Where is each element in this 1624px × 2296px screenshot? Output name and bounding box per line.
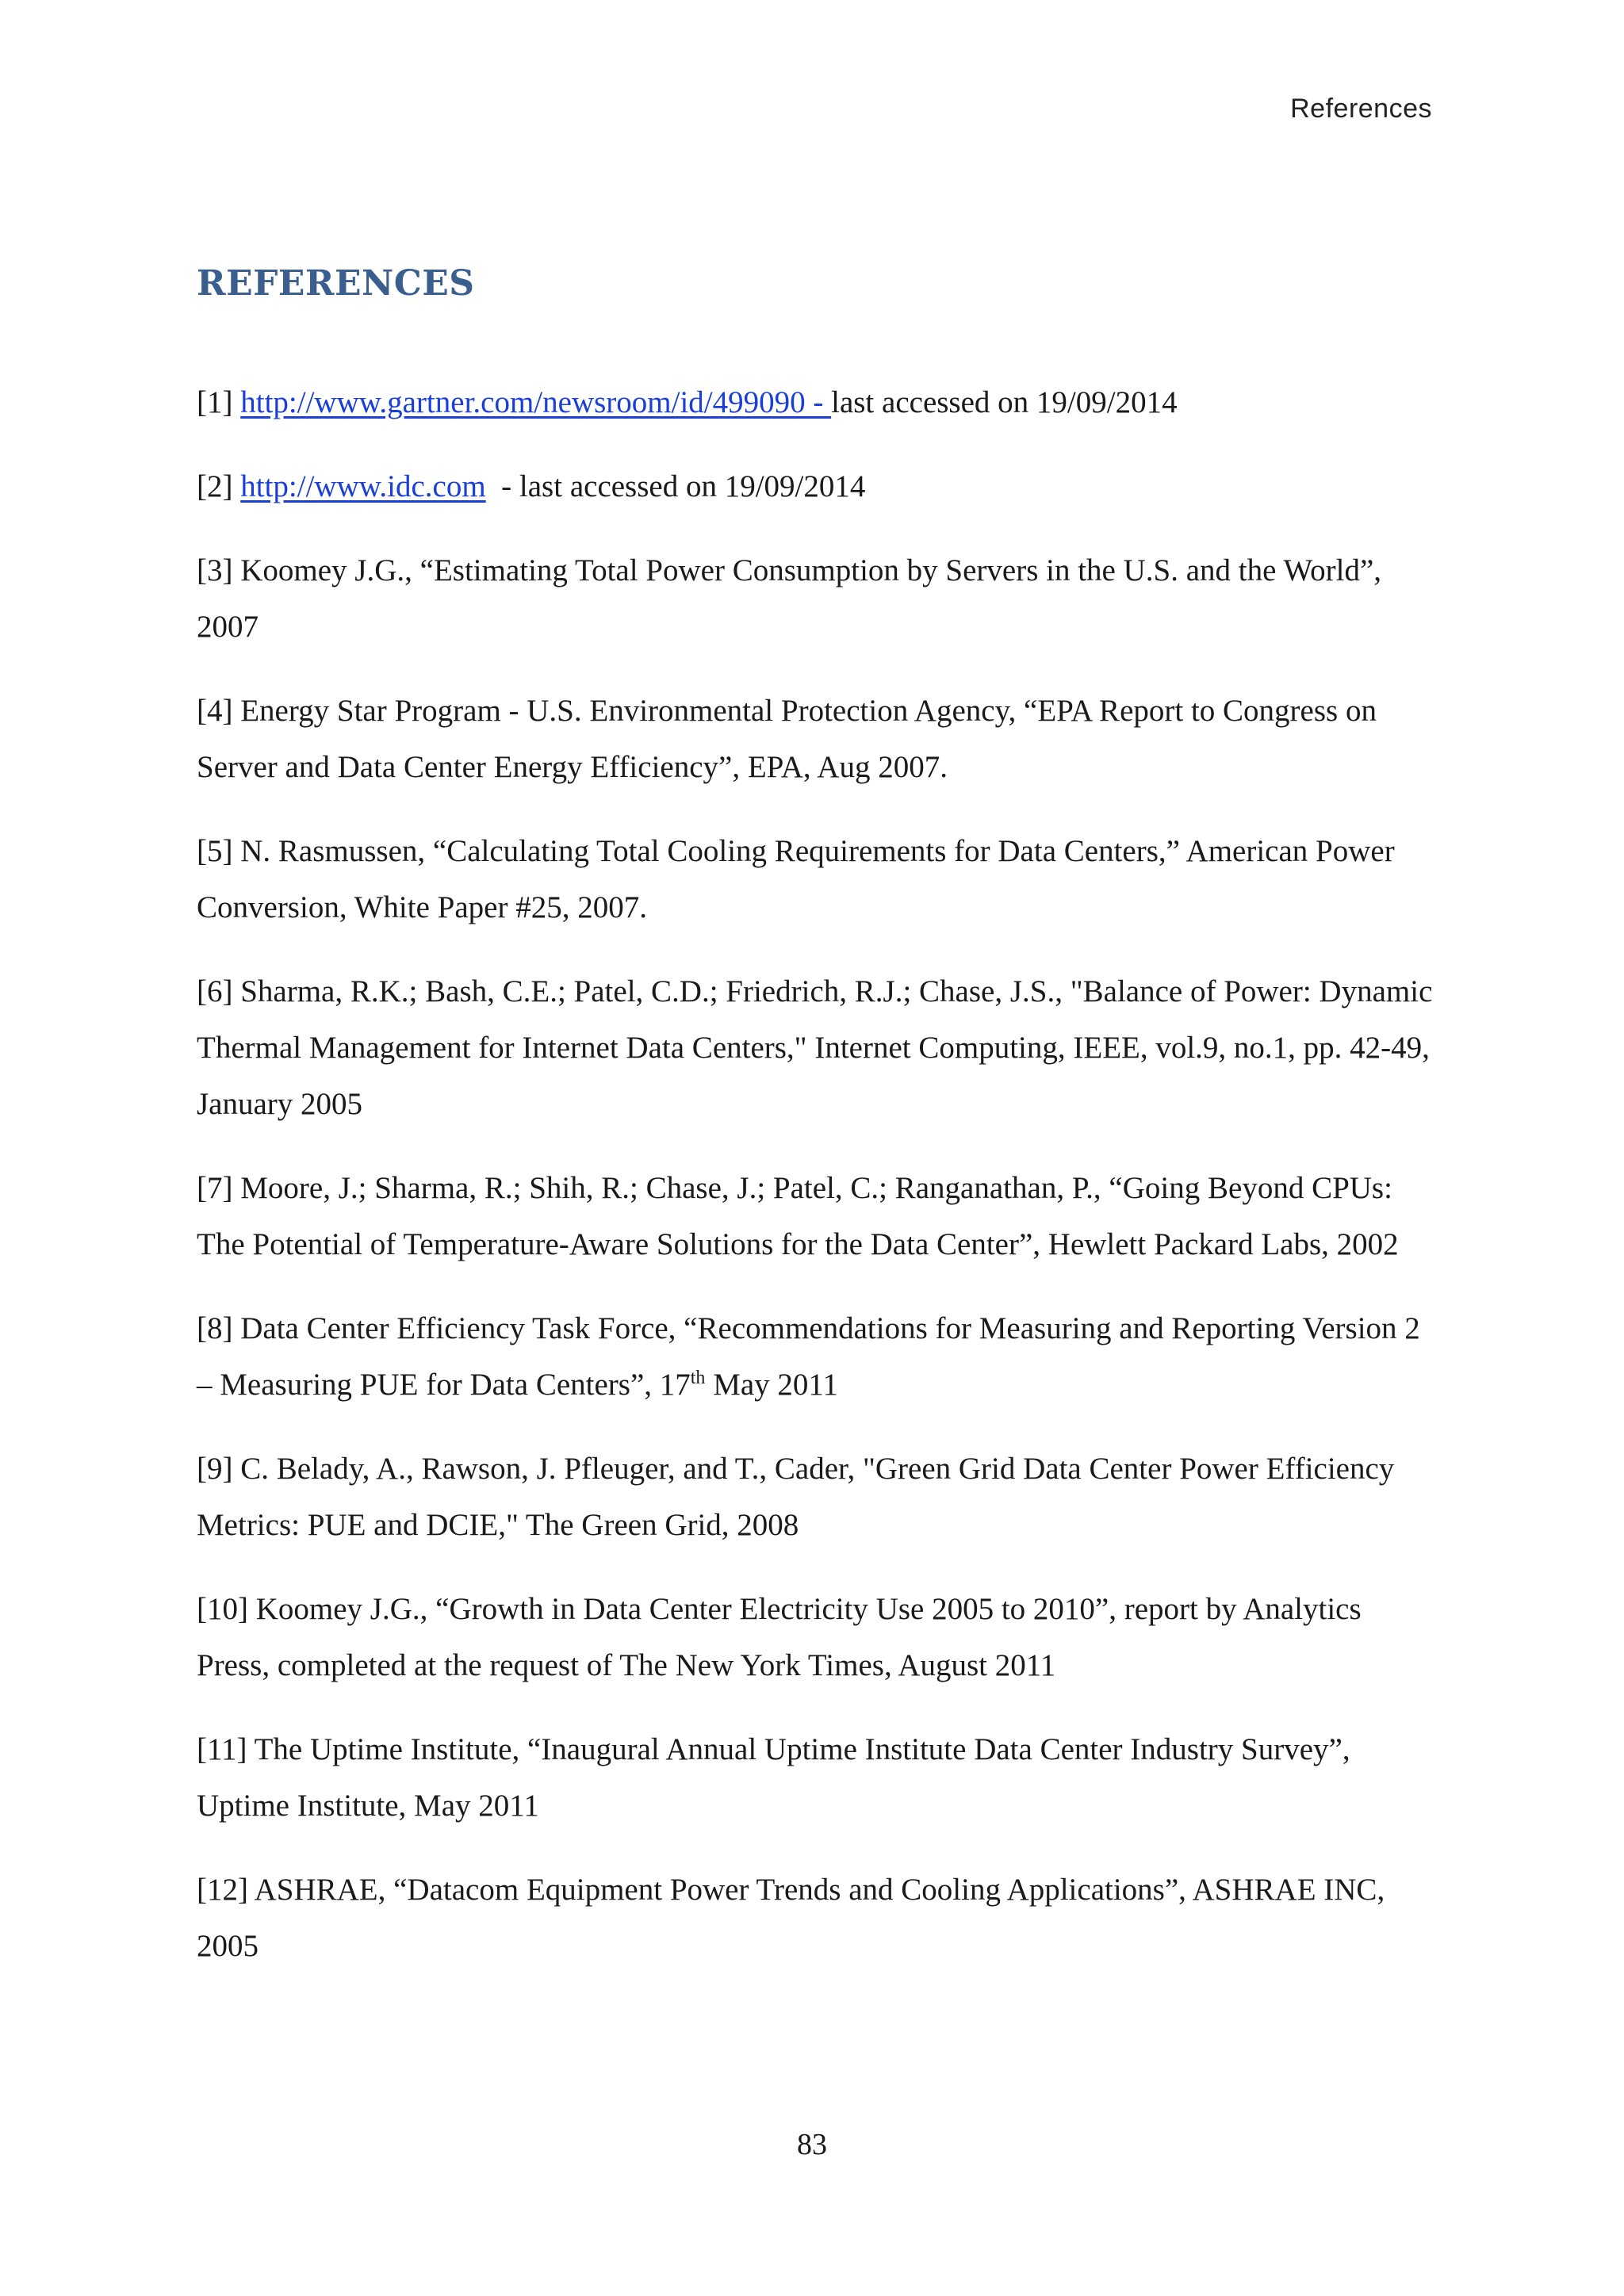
reference-item-8 <box>197 1300 1434 1413</box>
reference-number: [8] <box>197 1311 233 1345</box>
reference-text: - last accessed on 19/09/2014 <box>485 469 866 503</box>
reference-number: [4] <box>197 694 233 728</box>
reference-item-10 <box>197 1581 1434 1693</box>
reference-list <box>197 374 1434 2002</box>
reference-number: [5] <box>197 834 233 868</box>
reference-number: [7] <box>197 1171 233 1205</box>
running-header: References <box>1290 94 1432 124</box>
reference-item-7 <box>197 1160 1434 1272</box>
reference-text: last accessed on 19/09/2014 <box>831 385 1178 419</box>
ordinal-superscript: th <box>690 1368 706 1388</box>
reference-text: Koomey J.G., “Estimating Total Power Consumption by Servers in the U.S. and the World”, 2007 <box>197 553 1382 644</box>
reference-number: [6] <box>197 974 233 1008</box>
reference-link-gartner[interactable]: http://www.gartner.com/newsroom/id/499090 - <box>240 385 832 419</box>
page-number: 83 <box>797 2128 827 2161</box>
reference-link-idc[interactable]: http://www.idc.com <box>240 469 486 503</box>
reference-number: [10] <box>197 1592 248 1626</box>
reference-item-1 <box>197 374 1434 430</box>
reference-number: [9] <box>197 1452 233 1486</box>
reference-text: N. Rasmussen, “Calculating Total Cooling Requirements for Data Centers,” American Power Conversion, White Paper #25, 2007. <box>197 834 1395 924</box>
reference-text: Moore, J.; Sharma, R.; Shih, R.; Chase, J.; Patel, C.; Ranganathan, P., “Going Beyond CPUs: The Potential of Temperature-Aware Solutions for the Data Center”, Hewlett Packard Labs, 2002 <box>197 1171 1399 1261</box>
reference-item-5 <box>197 823 1434 936</box>
reference-number: [1] <box>197 385 233 419</box>
reference-item-3 <box>197 542 1434 655</box>
reference-number: [3] <box>197 553 233 587</box>
reference-text: Energy Star Program - U.S. Environmental Protection Agency, “EPA Report to Congress on Server and Data Center Energy Efficiency”, EPA, Aug 2007. <box>197 694 1377 784</box>
reference-item-12 <box>197 1862 1434 1974</box>
reference-item-6 <box>197 963 1434 1132</box>
reference-text: Koomey J.G., “Growth in Data Center Electricity Use 2005 to 2010”, report by Analytics Press, completed at the request of The New York Times, August 2011 <box>197 1592 1362 1682</box>
reference-text: Sharma, R.K.; Bash, C.E.; Patel, C.D.; Friedrich, R.J.; Chase, J.S., "Balance of Power: Dynamic Thermal Management for Internet Data Centers," Internet Computing, IEEE, vol.9, no.1, pp. 42-49, January 2005 <box>197 974 1433 1121</box>
reference-item-9 <box>197 1441 1434 1553</box>
reference-text: C. Belady, A., Rawson, J. Pfleuger, and T., Cader, "Green Grid Data Center Power Efficiency Metrics: PUE and DCIE," The Green Grid, 2008 <box>197 1452 1395 1542</box>
reference-number: [2] <box>197 469 233 503</box>
page-title: REFERENCES <box>197 263 475 304</box>
reference-number: [12] <box>197 1873 248 1907</box>
reference-number: [11] <box>197 1732 247 1766</box>
reference-text: Data Center Efficiency Task Force, “Recommendations for Measuring and Reporting Version 2 – Measuring PUE for Data Centers”, 17 <box>197 1311 1420 1402</box>
reference-item-4 <box>197 683 1434 795</box>
reference-text: The Uptime Institute, “Inaugural Annual Uptime Institute Data Center Industry Survey”, Uptime Institute, May 2011 <box>197 1732 1350 1823</box>
reference-item-2 <box>197 458 1434 515</box>
reference-text: ASHRAE, “Datacom Equipment Power Trends and Cooling Applications”, ASHRAE INC, 2005 <box>197 1873 1385 1963</box>
reference-item-11 <box>197 1721 1434 1834</box>
reference-text-tail: May 2011 <box>705 1368 838 1402</box>
